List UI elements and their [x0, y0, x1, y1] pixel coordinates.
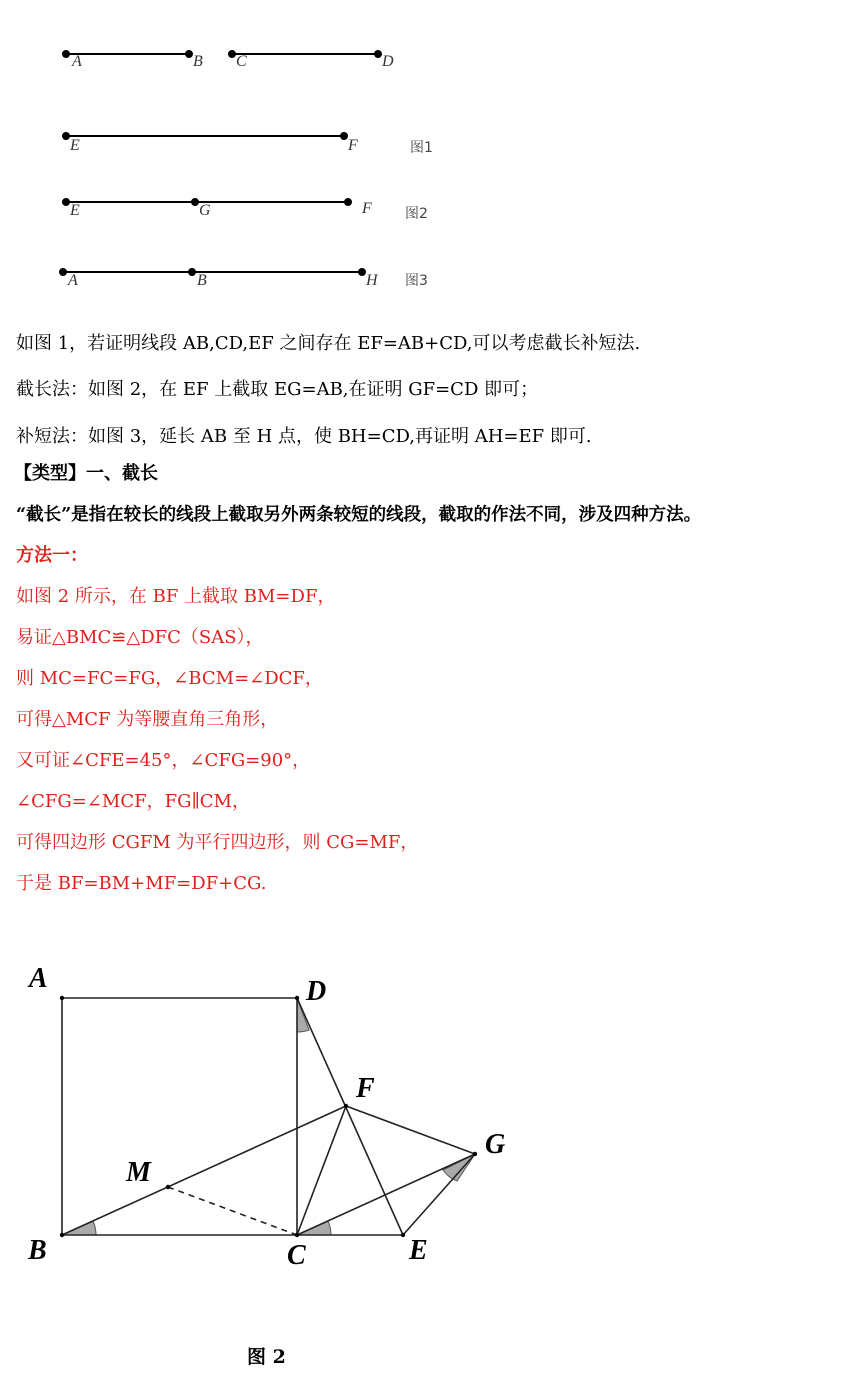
point-label-m: M — [126, 1157, 151, 1188]
method-description: “截长”是指在较长的线段上截取另外两条较短的线段，截取的作法不同，涉及四种方法。 — [16, 505, 702, 525]
label-f-fig1: F — [348, 137, 358, 154]
point-label-d: D — [306, 976, 327, 1007]
step-line: 则 MC=FC=FG，∠BCM=∠DCF， — [16, 668, 323, 689]
step-line: ∠CFG=∠MCF，FG∥CM， — [16, 791, 250, 812]
label-d: D — [382, 53, 394, 70]
step-line: 易证△BMC≌△DFC（SAS）， — [16, 627, 264, 648]
step-line: 可得四边形 CGFM 为平行四边形，则 CG=MF， — [16, 832, 419, 853]
label-h-fig3: H — [366, 272, 378, 289]
paragraph-3: 补短法：如图 3，延长 AB 至 H 点，使 BH=CD,再证明 AH=EF 即可. — [16, 426, 592, 447]
point-label-g: G — [485, 1129, 506, 1160]
point-label-b: B — [28, 1235, 47, 1266]
figure-caption: 图 2 — [247, 1346, 286, 1368]
type-heading: 【类型】一、截长 — [14, 463, 158, 484]
label-b: B — [193, 53, 203, 70]
method-title: 方法一： — [16, 545, 88, 566]
point-label-a: A — [29, 963, 48, 994]
figure-tag-1: 图1 — [410, 140, 433, 156]
label-e-fig2: E — [70, 202, 80, 219]
point-label-c: C — [287, 1240, 306, 1271]
label-g-fig2: G — [199, 202, 211, 219]
label-f-fig2: F — [362, 200, 372, 217]
label-a-fig3: A — [68, 272, 78, 289]
figure-tag-3: 图3 — [405, 273, 428, 289]
step-line: 又可证∠CFE=45°，∠CFG=90°， — [16, 750, 311, 771]
label-c: C — [236, 53, 247, 70]
label-e-fig1: E — [70, 137, 80, 154]
point-label-e: E — [409, 1235, 428, 1266]
point-label-f: F — [356, 1073, 375, 1104]
geometry-figure — [0, 950, 560, 1290]
step-line: 如图 2 所示，在 BF 上截取 BM=DF， — [16, 586, 336, 607]
label-b-fig3: B — [197, 272, 207, 289]
paragraph-1: 如图 1，若证明线段 AB,CD,EF 之间存在 EF=AB+CD,可以考虑截长补短法. — [16, 333, 641, 354]
step-line: 可得△MCF 为等腰直角三角形， — [16, 709, 279, 730]
step-line: 于是 BF=BM+MF=DF+CG. — [16, 873, 267, 894]
figure-tag-2: 图2 — [405, 206, 428, 222]
paragraph-2: 截长法：如图 2，在 EF 上截取 EG=AB,在证明 GF=CD 即可； — [16, 379, 539, 400]
angle-mark-g — [443, 1154, 475, 1181]
label-a: A — [72, 53, 82, 70]
